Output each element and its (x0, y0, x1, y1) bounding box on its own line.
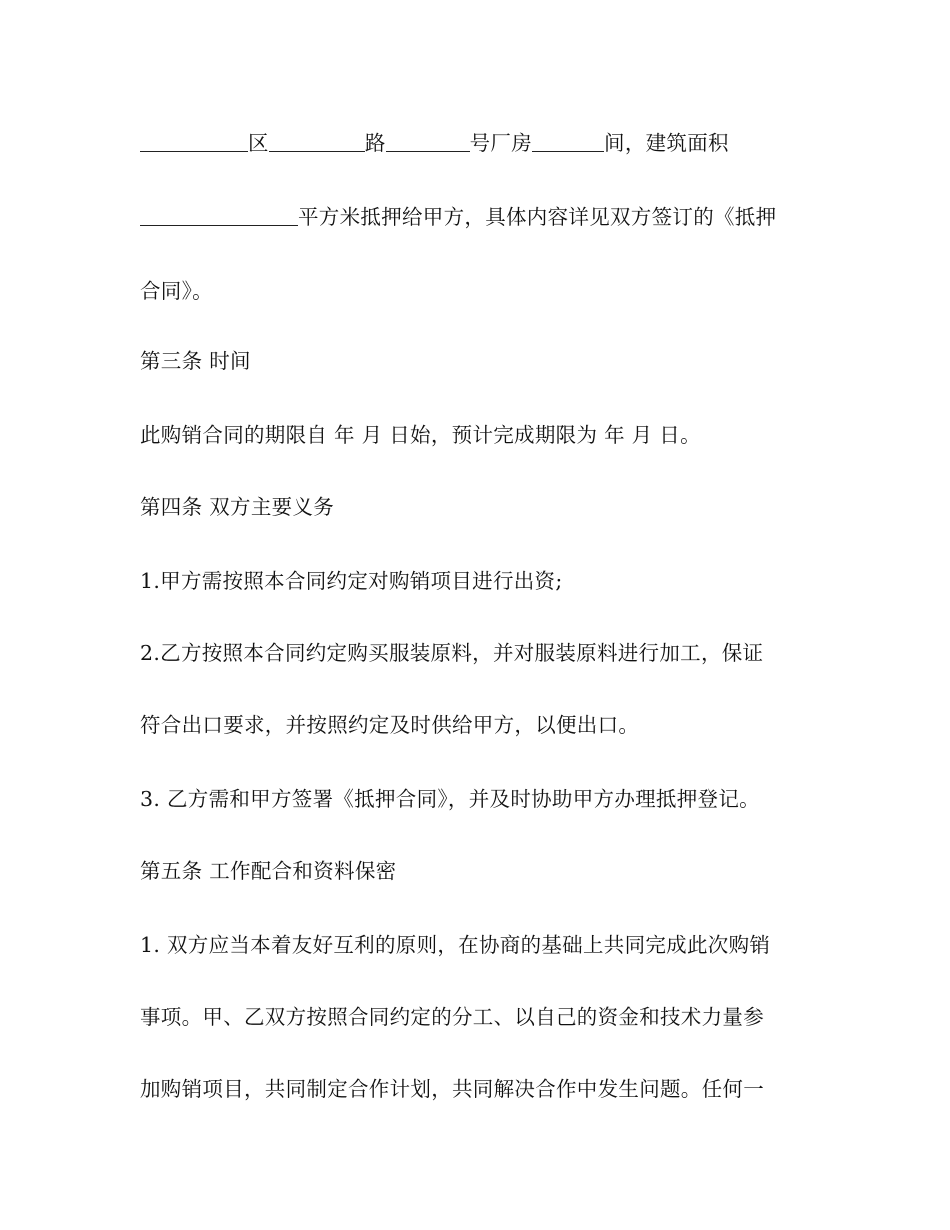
article-4-heading: 第四条 双方主要义务 (140, 495, 335, 519)
area-text: 平方米抵押给甲方，具体内容详见双方签订的《抵押 (298, 205, 777, 229)
article-4-item-2-line-2: 符合出口要求，并按照约定及时供给甲方，以便出口。 (140, 713, 640, 737)
blank-number (386, 131, 470, 152)
blank-area (140, 205, 298, 226)
article-4-item-2-line-1: 2.乙方按照本合同约定购买服装原料，并对服装原料进行加工，保证 (140, 641, 764, 665)
article-5-item-1-line-1: 1. 双方应当本着友好互利的原则，在协商的基础上共同完成此次购销 (140, 933, 771, 957)
address-line (140, 130, 820, 156)
blank-room (532, 131, 604, 152)
article-5-heading: 第五条 工作配合和资料保密 (140, 859, 397, 883)
address-district-label: 区 (248, 131, 269, 155)
blank-district (140, 131, 248, 152)
address-road-label: 路 (364, 131, 386, 155)
contract-ref-line: 合同》。 (140, 279, 213, 303)
address-area-label: 间，建筑面积 (604, 131, 729, 155)
address-building-label: 号厂房 (469, 131, 533, 155)
area-line (140, 204, 820, 230)
article-4-item-3: 3. 乙方需和甲方签署《抵押合同》，并及时协助甲方办理抵押登记。 (140, 787, 760, 811)
article-5-item-1-line-3: 加购销项目，共同制定合作计划，共同解决合作中发生问题。任何一 (140, 1077, 764, 1101)
article-5-item-1-line-2: 事项。甲、乙双方按照合同约定的分工、以自己的资金和技术力量参 (140, 1005, 764, 1029)
blank-road (269, 131, 365, 152)
article-3-heading: 第三条 时间 (140, 349, 251, 373)
article-3-text: 此购销合同的期限自 年 月 日始，预计完成期限为 年 月 日。 (140, 423, 701, 447)
article-4-item-1: 1.甲方需按照本合同约定对购销项目进行出资; (140, 569, 563, 593)
